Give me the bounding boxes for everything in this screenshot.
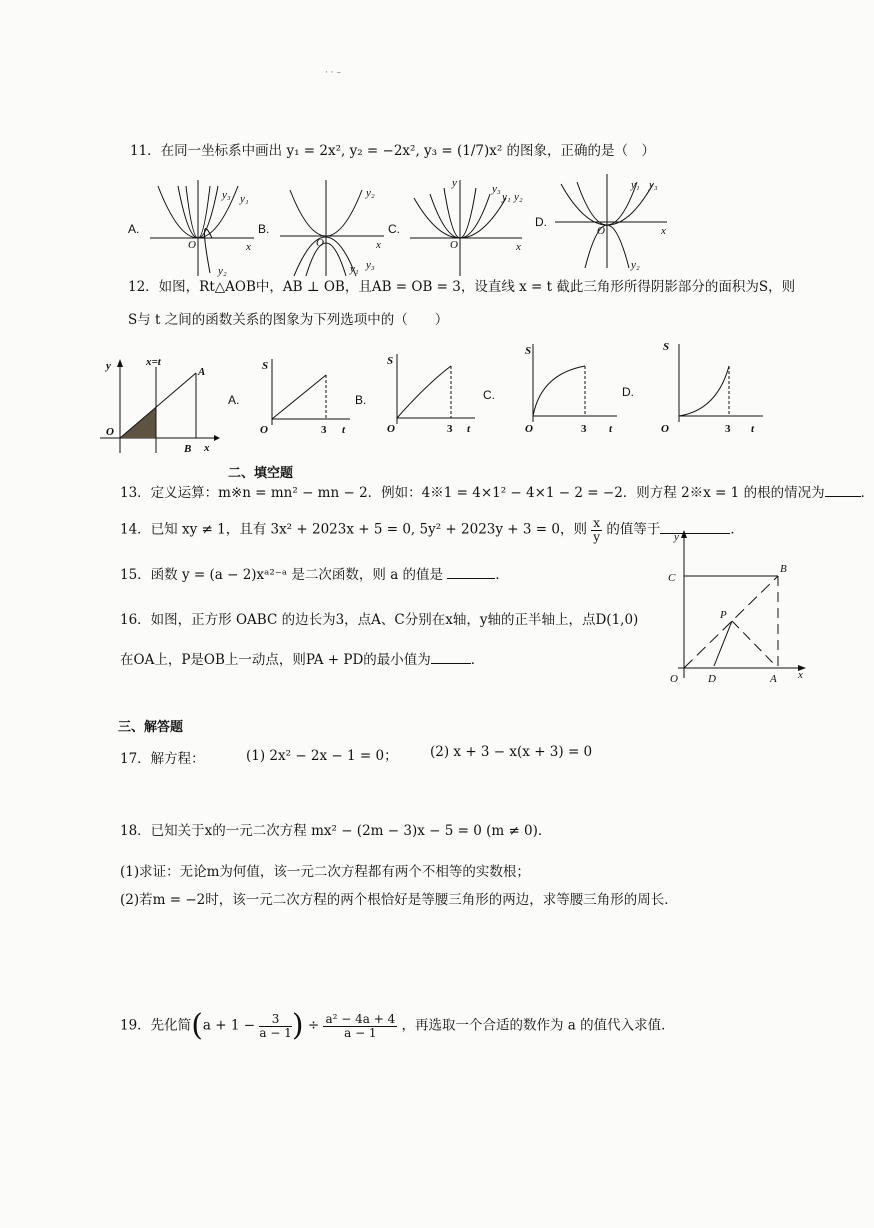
q14-before: 14．已知 xy ≠ 1，且有 3x² + 2023x + 5 = 0, 5y² + 2023y + 3 = 0，则 [120,521,587,538]
q12-b-s: S [387,355,394,367]
q16-answer-blank[interactable] [431,663,471,664]
q17-part1: (1) 2x² − 2x − 1 = 0； [246,748,398,764]
q12-a-o: O [260,424,268,436]
q12-a-3: 3 [321,424,327,436]
q11-d-y1: y₁ [631,179,640,191]
q17-label: 17．解方程： [120,751,205,767]
q19-fraction-1 [259,1013,291,1039]
q16-fig-c: C [668,572,676,584]
q11-a-y1: y₁ [240,193,249,205]
q14-frac-den: y [593,529,601,544]
q16-fig-x: x [798,669,803,681]
q11-d-y3: y₃ [649,179,658,191]
q11-a-x: x [246,241,251,253]
q12-d-t: t [751,423,755,435]
q15-answer-blank[interactable] [447,578,495,579]
q12-graph-b [383,350,478,435]
q18-line3: (2)若m = −2时，该一元二次方程的两个根恰好是等腰三角形的两边，求等腰三角形的周长． [120,892,678,908]
q16-fig-a: A [770,673,777,685]
q13-text: 13．定义运算：m※n = mn² − mn − 2．例如：4※1 = 4×1² − 4×1 − 2 = −2．则方程 2※x = 1 的根的情况为 ． [120,485,874,501]
q16-fig-y: y [674,531,679,543]
q14-fraction [591,517,602,543]
q16-fig-o: O [670,673,678,685]
q11-b-o: O [316,237,324,249]
q14-frac-num: x [593,516,601,530]
q16-square-figure [660,528,810,688]
q16-fig-p: P [720,609,727,621]
q12-triangle-figure [92,355,222,455]
q12-fig-o: O [106,426,114,438]
q19-f2-num: a² − 4a + 4 [325,1011,396,1026]
q18-line1: 18．已知关于x的一元二次方程 mx² − (2m − 3)x − 5 = 0 (m ≠ 0)． [120,823,552,839]
q12-c-3: 3 [581,423,587,435]
q11-graph-b [280,178,390,278]
q11-graph-c [410,178,530,278]
q12-option-d: D. [622,385,634,399]
q12-a-t: t [342,424,346,436]
q11-b-x: x [376,239,381,251]
q11-option-a: A. [128,222,140,236]
q16-fig-d: D [708,673,716,685]
q19-a-term: a + 1 − [202,1017,256,1034]
q12-line2: S与 t 之间的函数关系的图象为下列选项中的（ ） [128,312,449,328]
q19-fraction-2 [323,1013,397,1039]
q12-line1: 12．如图，Rt△AOB中，AB ⊥ OB，且AB = OB = 3，设直线 x = t 截此三角形所得阴影部分的面积为S，则 [128,279,796,295]
q11-b-y3: y₃ [366,259,375,271]
q12-option-b: B. [355,393,367,407]
q19-text [120,1008,675,1044]
q19-f1-den: a − 1 [259,1025,292,1040]
q11-c-yaxis: y [452,177,457,189]
q12-c-s: S [525,345,532,357]
q13-body: 13．定义运算：m※n = mn² − mn − 2．例如：4※1 = 4×1² − 4×1 − 2 = −2．则方程 2※x = 1 的根的情况为 [120,485,825,501]
q11-b-y1: y₁ [350,263,359,275]
q14-after: 的值等于 [606,521,661,538]
q12-d-3: 3 [725,423,731,435]
q12-fig-xt: x=t [146,356,161,368]
q12-graph-a [258,355,353,435]
q11-d-o: O [597,225,605,237]
q12-fig-x: x [204,442,210,454]
q16-line2: 在OA上，P是OB上一动点，则PA + PD的最小值为 ． [120,652,485,668]
q12-graph-d [655,338,765,433]
q11-graph-a [150,178,260,278]
q12-b-3: 3 [447,423,453,435]
q15-text: 15．函数 y = (a − 2)xᵃ²⁻ᵃ 是二次函数，则 a 的值是 ． [120,567,509,583]
q11-b-y2: y₂ [366,187,375,199]
q12-fig-a: A [198,366,206,378]
q13-answer-blank[interactable] [825,496,861,497]
q11-option-b: B. [258,222,270,236]
q16-fig-b: B [780,563,787,575]
q12-fig-y: y [106,360,111,372]
q12-fig-b: B [184,443,192,455]
section-fill-in-heading: 二、填空题 [228,466,294,481]
q11-text: 11．在同一坐标系中画出 y₁ = 2x², y₂ = −2x², y₃ = (1/7)x² 的图象，正确的是（ ） [130,143,656,159]
q11-a-y3: y₃ [222,189,231,201]
q11-d-x: x [661,225,666,237]
q15-body: 15．函数 y = (a − 2)xᵃ²⁻ᵃ 是二次函数，则 a 的值是 [120,567,444,583]
q19-f2-den: a − 1 [344,1025,377,1040]
q14-text: 14．已知 xy ≠ 1，且有 3x² + 2023x + 5 = 0, 5y² + 2023y + 3 = 0，则 $\frac{x}{y}$ 的值等于 ． [120,516,744,544]
q19-close-paren: ) [291,1008,304,1043]
q18-line2: (1)求证：无论m为何值，该一元二次方程都有两个不相等的实数根； [120,864,530,880]
section-solve-heading: 三、解答题 [118,720,184,735]
q12-b-o: O [387,423,395,435]
q12-c-o: O [525,423,533,435]
q11-option-c: C. [388,222,400,236]
q19-pre: 19．先化简 [120,1017,192,1034]
q12-d-o: O [661,423,669,435]
q16-line2-body: 在OA上，P是OB上一动点，则PA + PD的最小值为 [120,652,431,668]
q12-graph-c [515,340,620,435]
q17-part2: (2) x + 3 − x(x + 3) = 0 [430,744,593,760]
q19-div: ÷ [307,1017,320,1034]
q12-d-s: S [663,341,670,353]
q12-b-t: t [467,423,471,435]
q11-graph-d [555,172,675,272]
q11-a-y2: y₂ [218,265,227,277]
q16-line1: 16．如图，正方形 OABC 的边长为3，点A、C分别在x轴，y轴的正半轴上，点D(1,0) [120,612,639,628]
q19-f1-num: 3 [259,1013,291,1027]
q11-c-y1: y₁ [502,191,511,203]
q19-post: ，再选取一个合适的数作为 a 的值代入求值． [401,1017,675,1034]
q12-c-t: t [609,423,613,435]
header-mark: · · – [325,68,341,78]
q11-a-o: O [188,239,196,251]
q11-d-y2: y₂ [631,259,640,271]
q12-option-c: C. [483,388,495,402]
q12-a-s: S [262,360,269,372]
q11-c-o: O [450,239,458,251]
q11-c-y3: y₃ [492,183,501,195]
q12-option-a: A. [228,393,240,407]
q11-option-d: D. [535,215,547,229]
q11-c-x: x [516,241,521,253]
q11-c-y2: y₂ [514,191,523,203]
q19-open-paren: ( [191,1008,203,1043]
